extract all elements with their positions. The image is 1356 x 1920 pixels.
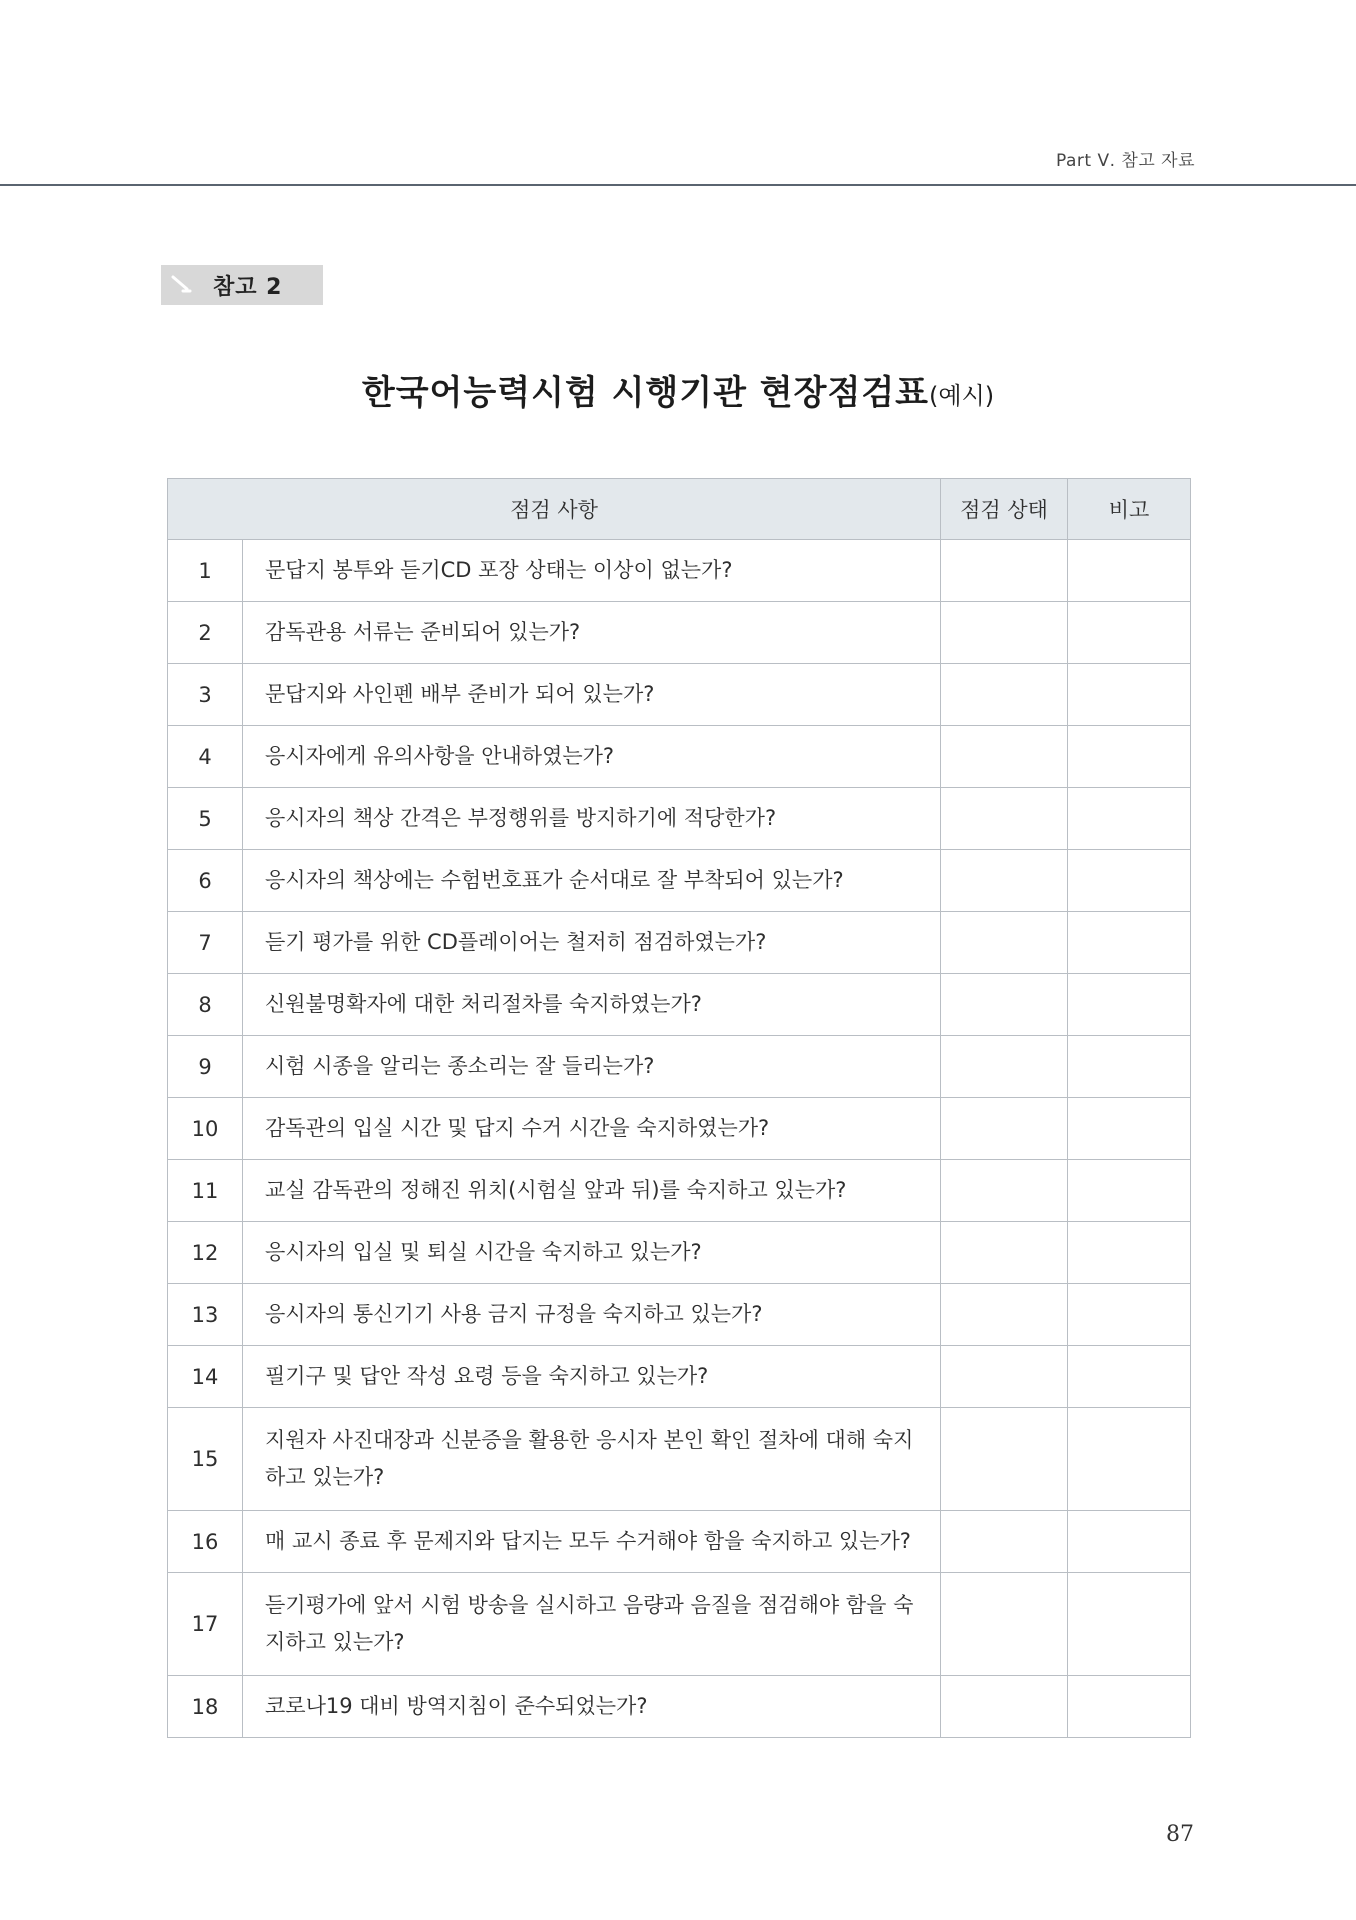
row-number: 6 [168, 850, 243, 912]
table-row [168, 1036, 1191, 1098]
table-header-row [168, 479, 1191, 540]
check-item-text: 코로나19 대비 방역지침이 준수되었는가? [243, 1676, 941, 1738]
row-number: 4 [168, 726, 243, 788]
check-status-cell[interactable] [941, 726, 1068, 788]
table-row [168, 1573, 1191, 1676]
check-status-cell[interactable] [941, 1408, 1068, 1511]
table-row [168, 1284, 1191, 1346]
corner-arrow-icon [161, 265, 201, 305]
row-number: 17 [168, 1573, 243, 1676]
row-number: 5 [168, 788, 243, 850]
remarks-cell[interactable] [1068, 602, 1191, 664]
page-title-main: 한국어능력시험 시행기관 현장점검표 [361, 373, 930, 413]
row-number: 18 [168, 1676, 243, 1738]
remarks-cell[interactable] [1068, 540, 1191, 602]
row-number: 12 [168, 1222, 243, 1284]
check-item-text: 응시자의 책상에는 수험번호표가 순서대로 잘 부착되어 있는가? [243, 850, 941, 912]
check-status-cell[interactable] [941, 664, 1068, 726]
row-number: 11 [168, 1160, 243, 1222]
reference-tag [161, 265, 323, 305]
table-row [168, 912, 1191, 974]
check-status-cell[interactable] [941, 602, 1068, 664]
remarks-cell[interactable] [1068, 850, 1191, 912]
row-number: 9 [168, 1036, 243, 1098]
check-item-text: 문답지 봉투와 듣기CD 포장 상태는 이상이 없는가? [243, 540, 941, 602]
checklist-table [167, 478, 1191, 1738]
remarks-cell[interactable] [1068, 912, 1191, 974]
checklist-body [168, 540, 1191, 1738]
check-status-cell[interactable] [941, 1511, 1068, 1573]
table-row [168, 664, 1191, 726]
check-item-text: 지원자 사진대장과 신분증을 활용한 응시자 본인 확인 절차에 대해 숙지하고 있는가? [243, 1408, 941, 1511]
table-row [168, 1160, 1191, 1222]
remarks-cell[interactable] [1068, 1573, 1191, 1676]
check-item-text: 응시자의 책상 간격은 부정행위를 방지하기에 적당한가? [243, 788, 941, 850]
table-row [168, 1222, 1191, 1284]
remarks-cell[interactable] [1068, 1222, 1191, 1284]
table-row [168, 850, 1191, 912]
check-item-text: 듣기 평가를 위한 CD플레이어는 철저히 점검하였는가? [243, 912, 941, 974]
row-number: 10 [168, 1098, 243, 1160]
table-row [168, 974, 1191, 1036]
remarks-cell[interactable] [1068, 1408, 1191, 1511]
row-number: 2 [168, 602, 243, 664]
table-row [168, 1511, 1191, 1573]
check-status-cell[interactable] [941, 1346, 1068, 1408]
remarks-cell[interactable] [1068, 1098, 1191, 1160]
header-part-label: Part Ⅴ. 참고 자료 [1056, 151, 1195, 171]
check-item-text: 문답지와 사인펜 배부 준비가 되어 있는가? [243, 664, 941, 726]
remarks-cell[interactable] [1068, 1284, 1191, 1346]
page-number: 87 [1166, 1822, 1194, 1847]
remarks-cell[interactable] [1068, 1160, 1191, 1222]
table-row [168, 726, 1191, 788]
check-status-cell[interactable] [941, 1284, 1068, 1346]
check-status-cell[interactable] [941, 974, 1068, 1036]
row-number: 14 [168, 1346, 243, 1408]
check-item-text: 감독관용 서류는 준비되어 있는가? [243, 602, 941, 664]
check-status-cell[interactable] [941, 1036, 1068, 1098]
table-row [168, 788, 1191, 850]
row-number: 8 [168, 974, 243, 1036]
remarks-cell[interactable] [1068, 726, 1191, 788]
remarks-cell[interactable] [1068, 788, 1191, 850]
check-item-text: 매 교시 종료 후 문제지와 답지는 모두 수거해야 함을 숙지하고 있는가? [243, 1511, 941, 1573]
check-status-cell[interactable] [941, 1573, 1068, 1676]
remarks-cell[interactable] [1068, 664, 1191, 726]
check-status-cell[interactable] [941, 850, 1068, 912]
header-check-item: 점검 사항 [168, 479, 941, 540]
check-item-text: 응시자에게 유의사항을 안내하였는가? [243, 726, 941, 788]
page-title-note: (예시) [929, 382, 995, 410]
check-status-cell[interactable] [941, 1676, 1068, 1738]
page-title [0, 365, 1356, 414]
row-number: 1 [168, 540, 243, 602]
remarks-cell[interactable] [1068, 1036, 1191, 1098]
table-row [168, 1676, 1191, 1738]
check-item-text: 응시자의 통신기기 사용 금지 규정을 숙지하고 있는가? [243, 1284, 941, 1346]
remarks-cell[interactable] [1068, 1676, 1191, 1738]
table-row [168, 1408, 1191, 1511]
check-status-cell[interactable] [941, 1160, 1068, 1222]
row-number: 3 [168, 664, 243, 726]
check-item-text: 교실 감독관의 정해진 위치(시험실 앞과 뒤)를 숙지하고 있는가? [243, 1160, 941, 1222]
check-status-cell[interactable] [941, 1222, 1068, 1284]
table-row [168, 1098, 1191, 1160]
table-row [168, 1346, 1191, 1408]
check-status-cell[interactable] [941, 1098, 1068, 1160]
row-number: 15 [168, 1408, 243, 1511]
table-row [168, 602, 1191, 664]
check-status-cell[interactable] [941, 912, 1068, 974]
remarks-cell[interactable] [1068, 974, 1191, 1036]
check-item-text: 감독관의 입실 시간 및 답지 수거 시간을 숙지하였는가? [243, 1098, 941, 1160]
table-row [168, 540, 1191, 602]
remarks-cell[interactable] [1068, 1346, 1191, 1408]
row-number: 16 [168, 1511, 243, 1573]
header-remarks: 비고 [1068, 479, 1191, 540]
check-status-cell[interactable] [941, 788, 1068, 850]
header-check-status: 점검 상태 [941, 479, 1068, 540]
check-item-text: 듣기평가에 앞서 시험 방송을 실시하고 음량과 음질을 점검해야 함을 숙지하고 있는가? [243, 1573, 941, 1676]
check-item-text: 신원불명확자에 대한 처리절차를 숙지하였는가? [243, 974, 941, 1036]
remarks-cell[interactable] [1068, 1511, 1191, 1573]
row-number: 13 [168, 1284, 243, 1346]
row-number: 7 [168, 912, 243, 974]
check-item-text: 필기구 및 답안 작성 요령 등을 숙지하고 있는가? [243, 1346, 941, 1408]
header-divider [0, 184, 1356, 186]
check-item-text: 응시자의 입실 및 퇴실 시간을 숙지하고 있는가? [243, 1222, 941, 1284]
reference-tag-label: 참고 2 [213, 274, 283, 300]
check-item-text: 시험 시종을 알리는 종소리는 잘 들리는가? [243, 1036, 941, 1098]
check-status-cell[interactable] [941, 540, 1068, 602]
